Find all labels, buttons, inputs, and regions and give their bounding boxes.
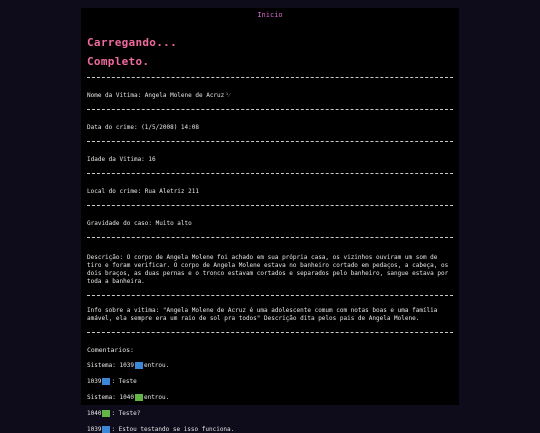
user-color-swatch (102, 378, 110, 385)
divider (87, 77, 453, 78)
user-color-swatch (135, 362, 143, 369)
description-text: Descrição: O corpo de Angela Molene foi achado em sua própria casa, os vizinhos ouviram um som de tiro e foram verificar. O corpo de Angela Molene estava no banheiro cortado em pedaços, a cabeça, os dois braços, as duas pernas e o tronco estavam cortados e separados pelo banheiro, sangue estava por toda a banheira. (87, 254, 449, 285)
comment-item (87, 362, 453, 369)
comment-item (87, 378, 453, 385)
home-link[interactable]: Inicio (257, 11, 283, 19)
victim-name-field (87, 92, 453, 100)
divider (87, 237, 453, 238)
victim-info-text: Info sobre a vitima: "Angela Molene de Acruz é uma adolescente comum com notas boas e uma família amável, ela sempre era um raio de sol pra todos" Descrição dita pelos pais de Angela Molene. (87, 307, 438, 322)
divider (87, 141, 453, 142)
victim-name-mark: ¹⁄ (225, 92, 230, 99)
victim-age-field: Idade da Vitima: 16 (87, 156, 156, 163)
user-color-swatch (135, 394, 143, 401)
comment-text: : Teste? (111, 410, 141, 417)
comment-user: 1039 (87, 378, 102, 385)
severity-field: Gravidade do caso: Muito alto (87, 220, 192, 227)
complete-heading: Completo. (87, 55, 150, 68)
user-color-swatch (102, 410, 110, 417)
crime-location-field: Local do crime: Rua Aletriz 211 (87, 188, 199, 195)
victim-name-text: Nome da Vitima: Angela Molene de Acruz (87, 92, 225, 99)
top-nav (81, 11, 459, 23)
comment-item (87, 410, 453, 417)
comment-text: : Estou testando se isso funciona. (111, 426, 235, 433)
divider (87, 205, 453, 206)
crime-date-field: Data do crime: (1/5/2008) 14:08 (87, 124, 199, 131)
loading-heading: Carregando... (87, 36, 177, 49)
divider (87, 173, 453, 174)
comment-user: 1040 (87, 410, 102, 417)
user-color-swatch (102, 426, 110, 433)
comments-title: Comentarios: (87, 346, 134, 354)
divider (87, 332, 453, 333)
comment-user: Sistema: 1039 (87, 362, 134, 369)
comment-text: entrou. (143, 362, 170, 369)
main-panel (81, 8, 459, 433)
divider (87, 109, 453, 110)
comment-item (87, 426, 453, 433)
comment-user: 1039 (87, 426, 102, 433)
comment-user: Sistema: 1040 (87, 394, 134, 401)
comment-item (87, 394, 453, 401)
comment-text: entrou. (143, 394, 170, 401)
page-content (81, 36, 459, 433)
divider (87, 295, 453, 296)
comment-text: : Teste (111, 378, 137, 385)
comments-list (87, 362, 453, 433)
